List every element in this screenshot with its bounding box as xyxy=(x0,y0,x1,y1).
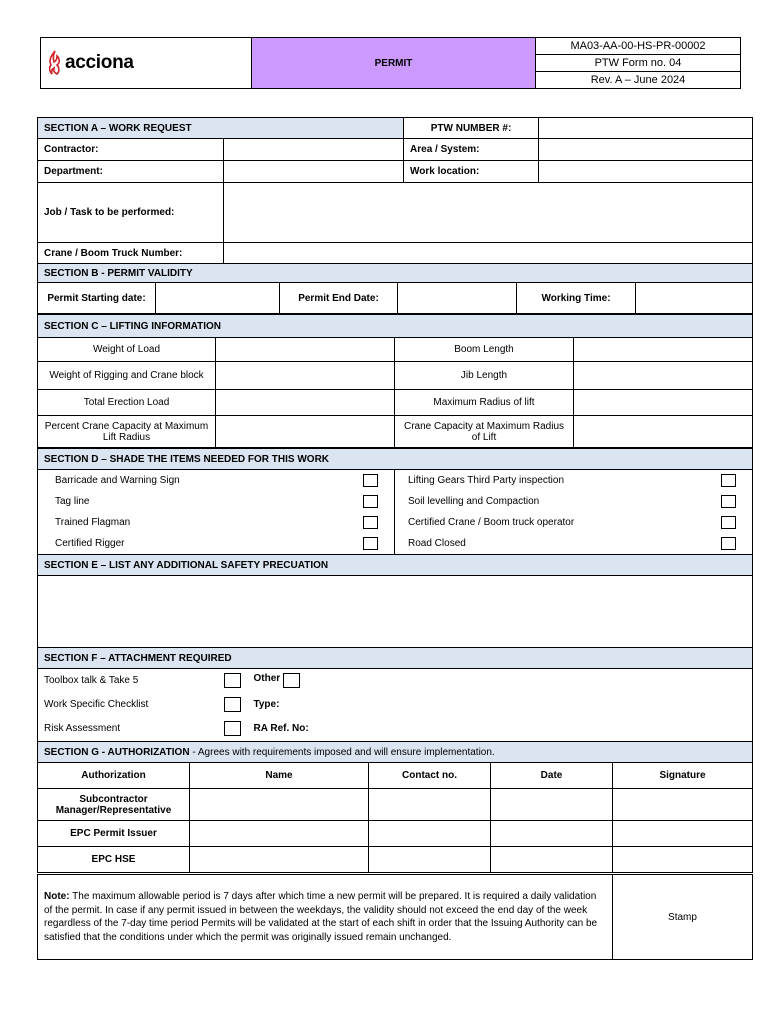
ptw-number-label: PTW NUMBER #: xyxy=(404,118,539,139)
authorization-header: Authorization xyxy=(38,763,190,789)
percent-capacity-field[interactable] xyxy=(216,416,395,448)
certified-rigger-checkbox-cell xyxy=(348,533,395,554)
trained-flagman-checkbox-cell xyxy=(348,512,395,533)
crane-number-field[interactable] xyxy=(224,243,753,264)
soil-levelling-checkbox[interactable] xyxy=(721,495,736,508)
acciona-logo xyxy=(47,50,245,76)
working-time-label: Working Time: xyxy=(517,283,636,314)
work-location-label: Work location: xyxy=(404,161,539,183)
permit-issuer-contact-field[interactable] xyxy=(369,821,491,847)
epc-hse-contact-field[interactable] xyxy=(369,847,491,873)
ra-ref-label: RA Ref. No: xyxy=(248,717,753,741)
barricade-checkbox[interactable] xyxy=(363,474,378,487)
note-cell xyxy=(38,875,613,960)
section-a-table xyxy=(37,117,753,264)
total-erection-label: Total Erection Load xyxy=(38,390,216,416)
doc-code: MA03-AA-00-HS-PR-00002 xyxy=(536,38,741,55)
lifting-gears-checkbox-cell xyxy=(705,470,753,491)
lifting-gears-label: Lifting Gears Third Party inspection xyxy=(395,470,705,491)
road-closed-checkbox-cell xyxy=(705,533,753,554)
area-label: Area / System: xyxy=(404,139,539,161)
tag-line-checkbox[interactable] xyxy=(363,495,378,508)
other-cell xyxy=(248,669,753,693)
logo-text: acciona xyxy=(65,52,134,73)
section-a-title: SECTION A – WORK REQUEST xyxy=(38,118,404,139)
contact-header: Contact no. xyxy=(369,763,491,789)
boom-length-field[interactable] xyxy=(574,338,753,362)
toolbox-talk-checkbox-cell xyxy=(218,669,248,693)
toolbox-talk-label: Toolbox talk & Take 5 xyxy=(38,669,218,693)
max-radius-label: Maximum Radius of lift xyxy=(395,390,574,416)
crane-capacity-label: Crane Capacity at Maximum Radius of Lift xyxy=(395,416,574,448)
logo-cell xyxy=(41,38,252,89)
note-text: The maximum allowable period is 7 days after which time a new permit will be prepared. It is required a daily validation of the permit. In case if any permit issued in between the weekdays, the validity should not exceed the end day of the week regardless of the 7-day time period Permits will be validated at the start of each shift in order that the Issuing Authority can be satisfied that the conditions under which the permit was originally issued remain unchanged. xyxy=(44,891,598,943)
risk-assessment-checkbox-cell xyxy=(218,717,248,741)
date-header: Date xyxy=(491,763,613,789)
trained-flagman-checkbox[interactable] xyxy=(363,516,378,529)
end-date-field[interactable] xyxy=(398,283,517,314)
section-b-table xyxy=(37,263,753,314)
working-time-field[interactable] xyxy=(636,283,753,314)
permit-issuer-signature-field[interactable] xyxy=(613,821,753,847)
road-closed-label: Road Closed xyxy=(395,533,705,554)
document-header xyxy=(40,37,741,89)
toolbox-talk-checkbox[interactable] xyxy=(224,673,241,688)
section-d-title: SECTION D – SHADE THE ITEMS NEEDED FOR THIS WORK xyxy=(38,449,753,470)
permit-issuer-row-label: EPC Permit Issuer xyxy=(38,821,190,847)
percent-capacity-label: Percent Crane Capacity at Maximum Lift Radius xyxy=(38,416,216,448)
section-c-title: SECTION C – LIFTING INFORMATION xyxy=(38,315,753,338)
name-header: Name xyxy=(190,763,369,789)
epc-hse-signature-field[interactable] xyxy=(613,847,753,873)
epc-hse-row-label: EPC HSE xyxy=(38,847,190,873)
section-f-title: SECTION F – ATTACHMENT REQUIRED xyxy=(38,648,753,669)
subcontractor-name-field[interactable] xyxy=(190,789,369,821)
subcontractor-signature-field[interactable] xyxy=(613,789,753,821)
department-field[interactable] xyxy=(224,161,404,183)
epc-hse-date-field[interactable] xyxy=(491,847,613,873)
jib-length-label: Jib Length xyxy=(395,362,574,390)
risk-assessment-label: Risk Assessment xyxy=(38,717,218,741)
road-closed-checkbox[interactable] xyxy=(721,537,736,550)
ptw-number-field[interactable] xyxy=(539,118,753,139)
certified-rigger-checkbox[interactable] xyxy=(363,537,378,550)
trained-flagman-label: Trained Flagman xyxy=(38,512,348,533)
work-location-field[interactable] xyxy=(539,161,753,183)
section-e-title: SECTION E – LIST ANY ADDITIONAL SAFETY PRECUATION xyxy=(38,555,753,576)
section-f-table xyxy=(37,647,753,741)
subcontractor-row-label: Subcontractor Manager/Representative xyxy=(38,789,190,821)
end-date-label xyxy=(280,283,398,314)
barricade-checkbox-cell xyxy=(348,470,395,491)
stamp-cell[interactable]: Stamp xyxy=(613,875,753,960)
section-e-table xyxy=(37,554,753,648)
contractor-label: Contractor: xyxy=(38,139,224,161)
crane-capacity-field[interactable] xyxy=(574,416,753,448)
work-checklist-checkbox[interactable] xyxy=(224,697,241,712)
weight-of-load-field[interactable] xyxy=(216,338,395,362)
tag-line-label: Tag line xyxy=(38,491,348,512)
tag-line-checkbox-cell xyxy=(348,491,395,512)
subcontractor-contact-field[interactable] xyxy=(369,789,491,821)
area-field[interactable] xyxy=(539,139,753,161)
safety-precaution-field[interactable] xyxy=(38,576,753,648)
boom-length-label: Boom Length xyxy=(395,338,574,362)
barricade-label: Barricade and Warning Sign xyxy=(38,470,348,491)
note-table xyxy=(37,874,753,960)
acciona-flame-icon xyxy=(47,50,63,76)
section-b-title: SECTION B - PERMIT VALIDITY xyxy=(38,264,753,283)
section-g-title-row xyxy=(38,742,753,763)
job-task-label: Job / Task to be performed: xyxy=(38,183,224,243)
max-radius-field[interactable] xyxy=(574,390,753,416)
type-label: Type: xyxy=(248,693,753,717)
work-checklist-checkbox-cell xyxy=(218,693,248,717)
permit-issuer-name-field[interactable] xyxy=(190,821,369,847)
rigging-weight-label: Weight of Rigging and Crane block xyxy=(38,362,216,390)
section-g-table xyxy=(37,741,753,873)
jib-length-field[interactable] xyxy=(574,362,753,390)
form-number: PTW Form no. 04 xyxy=(536,55,741,72)
end-date-colon: : xyxy=(375,292,379,304)
total-erection-field[interactable] xyxy=(216,390,395,416)
certified-operator-checkbox-cell xyxy=(705,512,753,533)
risk-assessment-checkbox[interactable] xyxy=(224,721,241,736)
start-date-label: Permit Starting date: xyxy=(38,283,156,314)
section-c-table xyxy=(37,314,753,448)
section-d-table xyxy=(37,448,753,554)
other-label: Other xyxy=(253,673,281,685)
note-label: Note: xyxy=(44,891,70,902)
job-task-field[interactable] xyxy=(224,183,753,243)
crane-number-label: Crane / Boom Truck Number: xyxy=(38,243,224,264)
soil-levelling-checkbox-cell xyxy=(705,491,753,512)
rigging-weight-field[interactable] xyxy=(216,362,395,390)
weight-of-load-label: Weight of Load xyxy=(38,338,216,362)
epc-hse-name-field[interactable] xyxy=(190,847,369,873)
certified-rigger-label: Certified Rigger xyxy=(38,533,348,554)
revision: Rev. A – June 2024 xyxy=(536,72,741,89)
permit-issuer-date-field[interactable] xyxy=(491,821,613,847)
other-checkbox[interactable] xyxy=(283,673,300,688)
page-title: PERMIT xyxy=(252,38,536,89)
contractor-field[interactable] xyxy=(224,139,404,161)
start-date-field[interactable] xyxy=(156,283,280,314)
soil-levelling-label: Soil levelling and Compaction xyxy=(395,491,705,512)
certified-operator-label: Certified Crane / Boom truck operator xyxy=(395,512,705,533)
certified-operator-checkbox[interactable] xyxy=(721,516,736,529)
department-label: Department: xyxy=(38,161,224,183)
end-date-text: Permit End Date xyxy=(298,292,376,304)
lifting-gears-checkbox[interactable] xyxy=(721,474,736,487)
subcontractor-date-field[interactable] xyxy=(491,789,613,821)
signature-header: Signature xyxy=(613,763,753,789)
section-g-title: SECTION G - AUTHORIZATION xyxy=(44,746,190,758)
work-checklist-label: Work Specific Checklist xyxy=(38,693,218,717)
section-g-subtitle: - Agrees with requirements imposed and will ensure implementation. xyxy=(189,746,495,758)
